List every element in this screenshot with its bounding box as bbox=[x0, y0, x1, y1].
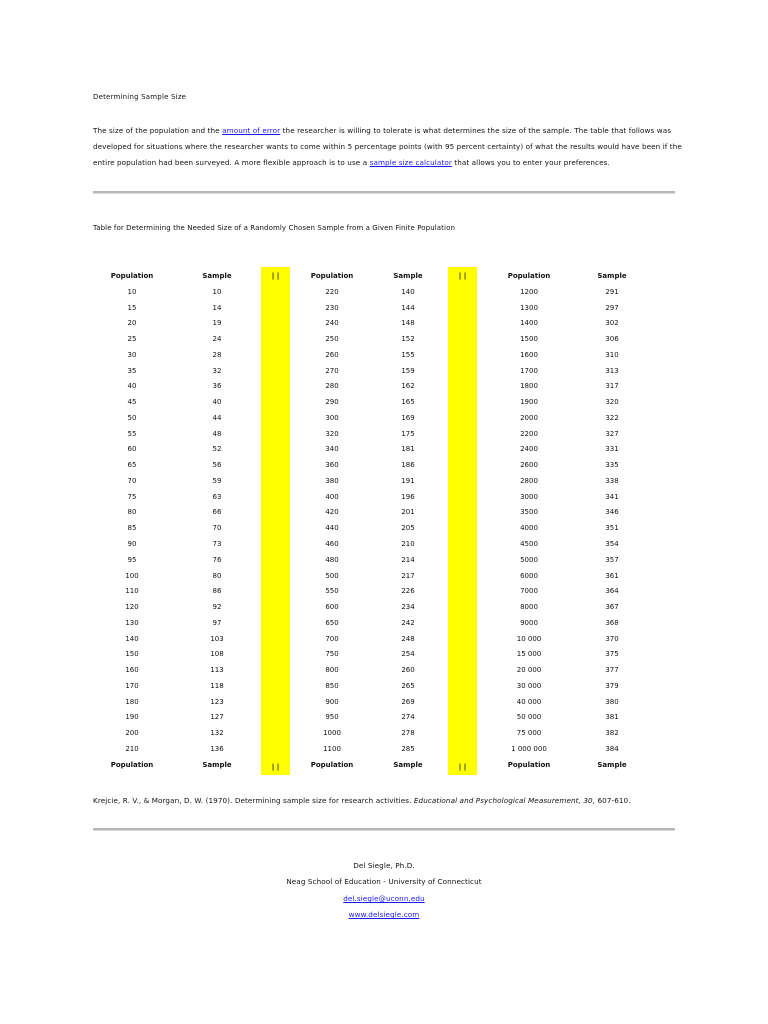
column-footer: Sample bbox=[597, 760, 627, 769]
table-cell: 250 bbox=[325, 335, 339, 344]
table-cell: 191 bbox=[401, 476, 415, 485]
table-cell: 63 bbox=[212, 492, 222, 501]
table-cell: 200 bbox=[125, 729, 139, 738]
table-cell: 55 bbox=[127, 429, 137, 438]
table-cell: 270 bbox=[325, 366, 339, 375]
table-cell: 165 bbox=[401, 398, 415, 407]
table-cell: 269 bbox=[401, 697, 415, 706]
table-cell: 186 bbox=[401, 461, 415, 470]
footer-website-link[interactable]: www.delsiegle.com bbox=[348, 910, 420, 919]
citation-journal: Educational and Psychological Measurement, 30, bbox=[413, 796, 596, 805]
table-cell: 136 bbox=[210, 744, 224, 753]
citation-authors: Krejcie, R. V., & Morgan, D. W. (1970). Determining sample size for research activities. bbox=[93, 796, 414, 805]
table-cell: 92 bbox=[212, 603, 222, 612]
table-cell: 290 bbox=[325, 398, 339, 407]
table-cell: 381 bbox=[605, 713, 619, 722]
table-cell: 113 bbox=[210, 666, 224, 675]
table-cell: 15 bbox=[127, 303, 137, 312]
table-cell: 20 bbox=[127, 319, 137, 328]
table-cell: 86 bbox=[212, 587, 222, 596]
table-cell: 300 bbox=[325, 413, 339, 422]
table-cell: 97 bbox=[212, 618, 222, 627]
citation-pages: 607-610. bbox=[595, 796, 631, 805]
intro-text-1: The size of the population and the bbox=[93, 126, 223, 135]
table-cell: 3500 bbox=[520, 508, 538, 517]
table-cell: 274 bbox=[401, 713, 415, 722]
table-cell: 152 bbox=[401, 335, 415, 344]
table-cell: 480 bbox=[325, 555, 339, 564]
table-cell: 1 000 000 bbox=[511, 744, 547, 753]
table-cell: 162 bbox=[401, 382, 415, 391]
column-header: Sample bbox=[202, 272, 232, 280]
table-cell: 25 bbox=[127, 335, 137, 344]
table-cell: 317 bbox=[605, 382, 619, 391]
table-cell: 1800 bbox=[520, 382, 538, 391]
group3-population-column bbox=[494, 269, 564, 774]
table-cell: 297 bbox=[605, 303, 619, 312]
table-cell: 260 bbox=[325, 350, 339, 359]
table-cell: 90 bbox=[127, 540, 137, 549]
column-header: Population bbox=[507, 272, 551, 280]
table-cell: 1400 bbox=[520, 319, 538, 328]
table-cell: 331 bbox=[605, 445, 619, 454]
table-title: Table for Determining the Needed Size of a Randomly Chosen Sample from a Given Finite Population bbox=[93, 224, 455, 232]
table-cell: 169 bbox=[401, 413, 415, 422]
table-cell: 240 bbox=[325, 319, 339, 328]
column-header: Population bbox=[110, 272, 154, 280]
table-cell: 30 bbox=[127, 350, 137, 359]
table-cell: 380 bbox=[325, 476, 339, 485]
table-cell: 2400 bbox=[520, 445, 538, 454]
intro-text-2: the researcher is willing to tolerate is what determines the size of the sample. The table that follows was developed for situations where the researcher wants to come within 5 percentage points (with 95 percent certainty) of what the results would have been if the entire population had been surveyed. A more flexible approach is to use a bbox=[93, 126, 682, 167]
table-cell: 460 bbox=[325, 540, 339, 549]
table-cell: 850 bbox=[325, 681, 339, 690]
table-cell: 196 bbox=[401, 492, 415, 501]
table-cell: 278 bbox=[401, 729, 415, 738]
table-cell: 234 bbox=[401, 603, 415, 612]
table-cell: 291 bbox=[605, 287, 619, 296]
table-cell: 327 bbox=[605, 429, 619, 438]
table-cell: 440 bbox=[325, 524, 339, 533]
table-cell: 201 bbox=[401, 508, 415, 517]
table-cell: 150 bbox=[125, 650, 139, 659]
table-cell: 500 bbox=[325, 571, 339, 580]
table-cell: 10 bbox=[127, 287, 137, 296]
separator-marker-bottom-1: | | bbox=[271, 763, 280, 771]
table-cell: 4500 bbox=[520, 540, 538, 549]
table-cell: 335 bbox=[605, 461, 619, 470]
table-cell: 367 bbox=[605, 603, 619, 612]
table-cell: 170 bbox=[125, 681, 139, 690]
table-cell: 19 bbox=[212, 319, 222, 328]
column-footer: Sample bbox=[202, 760, 232, 769]
table-cell: 95 bbox=[127, 555, 137, 564]
yellow-separator-2 bbox=[448, 267, 477, 775]
table-cell: 320 bbox=[325, 429, 339, 438]
table-cell: 254 bbox=[401, 650, 415, 659]
table-cell: 341 bbox=[605, 492, 619, 501]
table-cell: 50 000 bbox=[516, 713, 542, 722]
table-cell: 144 bbox=[401, 303, 415, 312]
horizontal-rule-bottom bbox=[93, 828, 675, 831]
table-cell: 36 bbox=[212, 382, 222, 391]
footer-author-name: Del Siegle, Ph.D. bbox=[353, 861, 415, 870]
table-cell: 59 bbox=[212, 476, 222, 485]
table-cell: 56 bbox=[212, 461, 222, 470]
table-cell: 1600 bbox=[520, 350, 538, 359]
table-cell: 130 bbox=[125, 618, 139, 627]
table-cell: 210 bbox=[401, 540, 415, 549]
table-cell: 360 bbox=[325, 461, 339, 470]
table-cell: 361 bbox=[605, 571, 619, 580]
table-cell: 357 bbox=[605, 555, 619, 564]
table-cell: 45 bbox=[127, 398, 137, 407]
table-cell: 700 bbox=[325, 634, 339, 643]
table-cell: 40 000 bbox=[516, 697, 542, 706]
table-cell: 750 bbox=[325, 650, 339, 659]
table-cell: 1500 bbox=[520, 335, 538, 344]
table-cell: 120 bbox=[125, 603, 139, 612]
table-cell: 10 bbox=[212, 287, 222, 296]
table-cell: 205 bbox=[401, 524, 415, 533]
table-cell: 75 000 bbox=[516, 729, 542, 738]
separator-marker-top-1: | | bbox=[271, 272, 280, 280]
table-cell: 40 bbox=[212, 398, 222, 407]
table-cell: 375 bbox=[605, 650, 619, 659]
table-cell: 351 bbox=[605, 524, 619, 533]
footer-email-link[interactable]: del.siegle@uconn.edu bbox=[343, 894, 425, 903]
table-cell: 73 bbox=[212, 540, 222, 549]
table-cell: 214 bbox=[401, 555, 415, 564]
table-cell: 140 bbox=[125, 634, 139, 643]
table-cell: 354 bbox=[605, 540, 619, 549]
table-cell: 24 bbox=[212, 335, 222, 344]
amount-of-error-link[interactable]: amount of error bbox=[222, 126, 281, 135]
table-cell: 377 bbox=[605, 666, 619, 675]
table-cell: 260 bbox=[401, 666, 415, 675]
separator-marker-bottom-2: | | bbox=[458, 763, 467, 771]
table-cell: 35 bbox=[127, 366, 137, 375]
table-cell: 226 bbox=[401, 587, 415, 596]
footer-school: Neag School of Education - University of Connecticut bbox=[286, 877, 482, 886]
table-cell: 320 bbox=[605, 398, 619, 407]
table-cell: 48 bbox=[212, 429, 222, 438]
column-header: Population bbox=[310, 272, 354, 280]
table-cell: 265 bbox=[401, 681, 415, 690]
column-footer: Sample bbox=[393, 760, 423, 769]
table-cell: 210 bbox=[125, 744, 139, 753]
column-footer: Population bbox=[110, 760, 154, 769]
table-cell: 2000 bbox=[520, 413, 538, 422]
table-cell: 384 bbox=[605, 744, 619, 753]
table-cell: 800 bbox=[325, 666, 339, 675]
table-cell: 190 bbox=[125, 713, 139, 722]
table-cell: 44 bbox=[212, 413, 222, 422]
table-cell: 2800 bbox=[520, 476, 538, 485]
table-cell: 220 bbox=[325, 287, 339, 296]
table-cell: 364 bbox=[605, 587, 619, 596]
table-cell: 132 bbox=[210, 729, 224, 738]
table-cell: 1000 bbox=[323, 729, 341, 738]
table-cell: 181 bbox=[401, 445, 415, 454]
table-cell: 108 bbox=[210, 650, 224, 659]
table-cell: 20 000 bbox=[516, 666, 542, 675]
table-cell: 75 bbox=[127, 492, 137, 501]
intro-text-3: that allows you to enter your preferences. bbox=[451, 158, 610, 167]
table-cell: 368 bbox=[605, 618, 619, 627]
table-cell: 100 bbox=[125, 571, 139, 580]
yellow-separator-1 bbox=[261, 267, 290, 775]
table-cell: 52 bbox=[212, 445, 222, 454]
table-cell: 382 bbox=[605, 729, 619, 738]
table-cell: 15 000 bbox=[516, 650, 542, 659]
group2-sample-column bbox=[373, 269, 443, 774]
table-cell: 950 bbox=[325, 713, 339, 722]
table-cell: 280 bbox=[325, 382, 339, 391]
table-cell: 379 bbox=[605, 681, 619, 690]
table-cell: 1300 bbox=[520, 303, 538, 312]
table-cell: 7000 bbox=[520, 587, 538, 596]
table-cell: 118 bbox=[210, 681, 224, 690]
footer-website-row bbox=[93, 910, 675, 919]
table-cell: 32 bbox=[212, 366, 222, 375]
footer-email-row bbox=[93, 894, 675, 903]
table-cell: 9000 bbox=[520, 618, 538, 627]
table-cell: 1100 bbox=[323, 744, 341, 753]
table-cell: 65 bbox=[127, 461, 137, 470]
table-cell: 103 bbox=[210, 634, 224, 643]
table-cell: 28 bbox=[212, 350, 222, 359]
table-cell: 2600 bbox=[520, 461, 538, 470]
table-cell: 10 000 bbox=[516, 634, 542, 643]
table-cell: 1900 bbox=[520, 398, 538, 407]
table-cell: 70 bbox=[212, 524, 222, 533]
intro-paragraph bbox=[93, 123, 683, 171]
table-cell: 340 bbox=[325, 445, 339, 454]
table-cell: 80 bbox=[212, 571, 222, 580]
table-cell: 322 bbox=[605, 413, 619, 422]
table-cell: 217 bbox=[401, 571, 415, 580]
citation bbox=[93, 796, 631, 805]
table-cell: 40 bbox=[127, 382, 137, 391]
table-cell: 600 bbox=[325, 603, 339, 612]
table-cell: 30 000 bbox=[516, 681, 542, 690]
table-cell: 127 bbox=[210, 713, 224, 722]
table-cell: 6000 bbox=[520, 571, 538, 580]
table-cell: 180 bbox=[125, 697, 139, 706]
table-cell: 650 bbox=[325, 618, 339, 627]
page-heading: Determining Sample Size bbox=[93, 93, 187, 101]
group2-population-column bbox=[297, 269, 367, 774]
separator-marker-top-2: | | bbox=[458, 272, 467, 280]
column-footer: Population bbox=[507, 760, 551, 769]
table-cell: 140 bbox=[401, 287, 415, 296]
table-cell: 80 bbox=[127, 508, 137, 517]
group1-sample-column bbox=[182, 269, 252, 774]
sample-size-calculator-link[interactable]: sample size calculator bbox=[369, 158, 452, 167]
table-cell: 2200 bbox=[520, 429, 538, 438]
table-cell: 123 bbox=[210, 697, 224, 706]
table-cell: 159 bbox=[401, 366, 415, 375]
table-cell: 900 bbox=[325, 697, 339, 706]
table-cell: 70 bbox=[127, 476, 137, 485]
table-cell: 338 bbox=[605, 476, 619, 485]
table-cell: 1200 bbox=[520, 287, 538, 296]
group3-sample-column bbox=[577, 269, 647, 774]
table-cell: 110 bbox=[125, 587, 139, 596]
table-cell: 3000 bbox=[520, 492, 538, 501]
table-cell: 550 bbox=[325, 587, 339, 596]
table-cell: 60 bbox=[127, 445, 137, 454]
table-cell: 400 bbox=[325, 492, 339, 501]
table-cell: 5000 bbox=[520, 555, 538, 564]
table-cell: 230 bbox=[325, 303, 339, 312]
horizontal-rule-top bbox=[93, 191, 675, 194]
table-cell: 175 bbox=[401, 429, 415, 438]
table-cell: 346 bbox=[605, 508, 619, 517]
table-cell: 380 bbox=[605, 697, 619, 706]
table-cell: 1700 bbox=[520, 366, 538, 375]
table-cell: 14 bbox=[212, 303, 222, 312]
table-cell: 306 bbox=[605, 335, 619, 344]
table-cell: 85 bbox=[127, 524, 137, 533]
column-header: Sample bbox=[393, 272, 423, 280]
table-cell: 242 bbox=[401, 618, 415, 627]
table-cell: 4000 bbox=[520, 524, 538, 533]
table-cell: 310 bbox=[605, 350, 619, 359]
table-cell: 148 bbox=[401, 319, 415, 328]
table-cell: 8000 bbox=[520, 603, 538, 612]
column-footer: Population bbox=[310, 760, 354, 769]
table-cell: 155 bbox=[401, 350, 415, 359]
table-cell: 420 bbox=[325, 508, 339, 517]
table-cell: 50 bbox=[127, 413, 137, 422]
table-cell: 160 bbox=[125, 666, 139, 675]
table-cell: 66 bbox=[212, 508, 222, 517]
table-cell: 248 bbox=[401, 634, 415, 643]
column-header: Sample bbox=[597, 272, 627, 280]
table-cell: 302 bbox=[605, 319, 619, 328]
table-cell: 76 bbox=[212, 555, 222, 564]
group1-population-column bbox=[97, 269, 167, 774]
table-cell: 285 bbox=[401, 744, 415, 753]
table-cell: 370 bbox=[605, 634, 619, 643]
table-cell: 313 bbox=[605, 366, 619, 375]
